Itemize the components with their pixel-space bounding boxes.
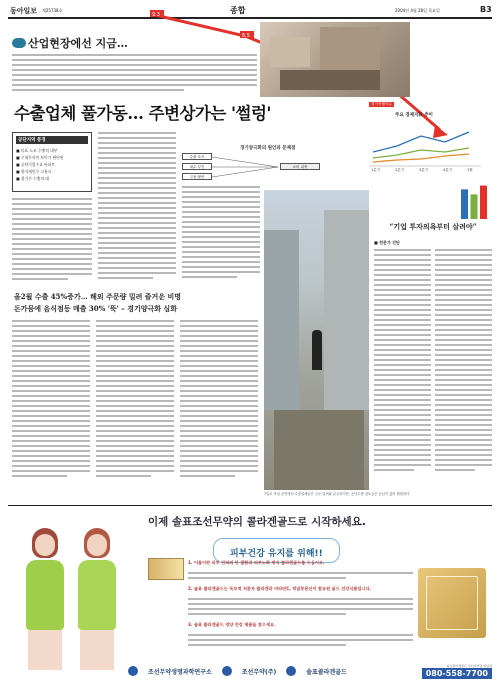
intro-paragraph [12,54,257,96]
factory-photo [260,22,410,97]
x-tick-3: 3분기 [419,168,428,172]
ad-point: 3. 솔표 콜라겐골드 영양 건강 제품을 찾으세요. [188,622,276,627]
phone-number: 080-558-7700 [422,668,492,679]
diagram-title: 경기양극화의 원인과 문제점 [240,146,296,151]
polarization-diagram [180,145,360,185]
brand-3: 솔표콜라겐골드 [306,668,347,676]
ad-gold-card [418,568,486,638]
article-column-4 [12,320,90,480]
diagram-node: 수출 호조 [182,153,212,160]
interview-label: ■ 전문가 진단 [374,240,400,245]
ad-product-image [148,558,184,580]
brand-logo-icon [222,666,232,676]
paper-name: 동아일보 [10,6,38,15]
ad-point: 1. 이물이란 피부 진피의 단 결합과 피부노화 방지 콜라겐골드를 드십시오. [188,560,325,565]
street-photo [264,190,369,490]
brand-1: 조선무약생명과학연구소 [148,668,212,676]
diagram-arrows [212,153,280,181]
issue-number: 제25738호 [42,8,63,13]
brand-2: 조선무약(주) [241,668,277,676]
series-line-b [373,148,469,158]
sidebar-box-title: 공단지역 풍경 [16,136,88,144]
article-column-5 [96,320,174,480]
sidebar-item: ■ 공단기업수요 아파트 [16,162,56,167]
phone-block [422,664,492,679]
trend-label-1: 9.3 [152,12,160,18]
expert-column [374,222,492,484]
sidebar-item: ■ 원자재인수 고용크 [16,169,52,174]
ad-headline-text: 이제 솔표조선무약의 콜라겐골드로 시작하세요. [148,516,366,528]
brand-logo-icon [128,666,138,676]
series-title: 산업현장에선 지금… [28,37,128,50]
article-column-3 [182,186,260,286]
diagram-node: 내수 부진 [182,163,212,170]
ad-divider [8,505,492,506]
bar-mark [480,186,487,219]
quote-headline: “기업 투자의욕부터 살려야” [389,222,477,231]
bar-chart-svg [460,180,490,220]
bar-mark [471,194,478,219]
indicator-chart [365,100,485,178]
ad-subheadline-text: 피부건강 유지를 위해!! [230,549,323,559]
phone-label: 솔표콜라겐골드 수신자부담 상담실 [446,663,492,668]
x-tick-2: 2분기 [395,168,404,172]
bar-mark [461,189,468,219]
sidebar-item: ■ 수내투자의 보이기 판단된 [16,155,64,160]
article-column-6 [180,320,258,480]
subheadline-1: 올2월 수출 45%증가… 해외 주문량 밀려 즐거운 비명 [14,292,182,301]
article-column-1 [12,198,92,286]
sidebar-item: ■ 목표 노조 수출의 대부 [16,148,58,153]
x-tick-1: 1분기 [371,168,380,172]
person-figure [312,330,322,370]
series-line-c [373,154,469,162]
expert-column-b [435,249,492,489]
series-badge-icon [12,38,26,48]
series-title-block [12,35,128,51]
x-tick-5: 1월 [467,168,473,172]
brand-logo-icon [286,666,296,676]
sidebar-box [12,132,92,192]
chart-plot [369,122,481,172]
ad-model-right [70,528,125,678]
advertisement [8,508,492,686]
section-title: 종합 [230,5,246,15]
trend-label-2: 6.5 [242,33,250,39]
series-line-a [373,132,469,152]
mini-bar-chart [460,180,490,220]
ad-model-left [18,528,73,678]
issue-date: 2004년 4월 28일 목요일 [395,8,440,13]
ad-point: 2. 솔표 콜라겐골드는 독보적 저분자 콜라겐과 비타민C, 히알루론산이 함유된 골드 건강식품입니다. [188,586,372,591]
diagram-node: 소비 위축 [280,163,320,170]
page-number: B3 [480,5,492,14]
ad-headline [148,514,366,529]
sidebar-item: ■ 경기주 수출의 대 [16,176,49,181]
chart-legend-1: 경기선행지수 [371,102,392,106]
chart-legend-2: 주요 경제지표 추이 [395,113,433,118]
ad-footer [128,660,492,682]
diagram-node: 고용 불안 [182,173,212,180]
x-tick-4: 4분기 [443,168,452,172]
photo-caption: 7일로 조성 공단에서 수출업체들은 주문 밀려와 분주하지만, 공단주변 점포들은 손님이 없어 썰렁하다. [264,492,411,496]
ad-points [188,560,413,648]
subheadline-2: 돈가뭄에 음식점등 매출 30% '뚝' – 경기양극화 심화 [14,304,177,313]
main-headline: 수출업체 풀가동… 주변상가는 '썰렁' [14,104,271,123]
expert-column-a [374,249,431,489]
article-column-2 [98,132,176,286]
